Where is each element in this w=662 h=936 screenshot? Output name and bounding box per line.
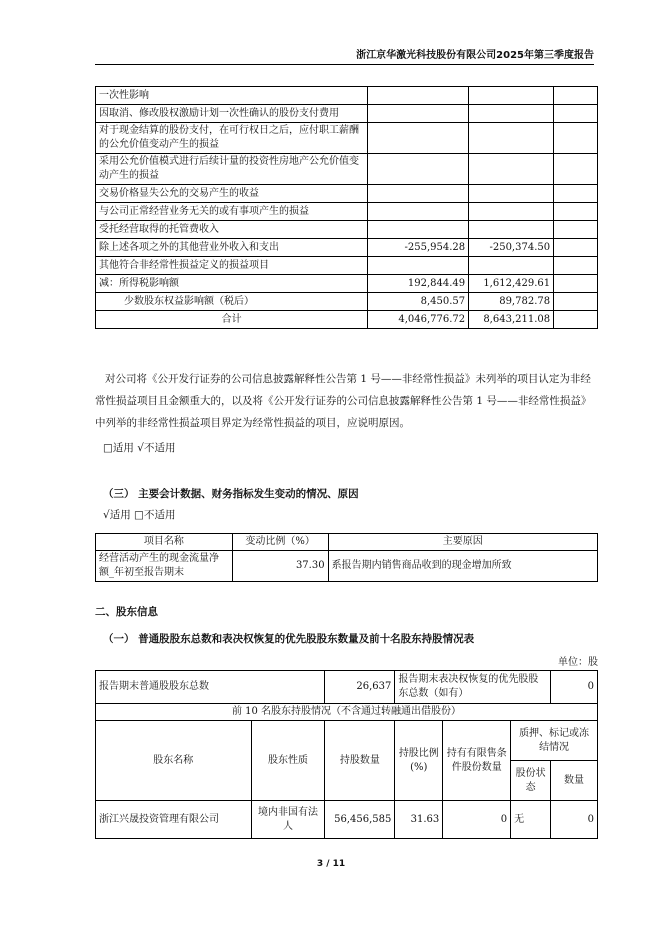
current-period-cell (368, 257, 469, 275)
current-period-cell (368, 221, 469, 239)
current-period-cell: 4,046,776.72 (368, 311, 469, 329)
nonrecurring-row (96, 123, 598, 154)
applicability-options-1: □适用 √不适用 (103, 442, 176, 454)
col-header-status: 股份状态 (511, 761, 551, 801)
ytd-cell (469, 203, 554, 221)
note-cell (554, 123, 598, 154)
nonrecurring-row (96, 275, 598, 293)
item-cell: 减：所得税影响额 (96, 275, 368, 293)
section-title-shareholder-table: （一） 普通股股东总数和表决权恢复的优先股股东数量及前十名股东持股情况表 (103, 633, 475, 645)
current-period-cell (368, 203, 469, 221)
changes-table (95, 533, 598, 582)
holder-nature: 境内非国有法人 (251, 801, 325, 839)
item-cell: 因取消、修改股权激励计划一次性确认的股份支付费用 (96, 105, 368, 123)
nonrecurring-row (96, 257, 598, 275)
note-cell (554, 311, 598, 329)
ytd-cell (469, 87, 554, 105)
ytd-cell (469, 185, 554, 203)
note-cell (554, 257, 598, 275)
header-cell: 变动比例（%） (232, 534, 328, 551)
note-cell (554, 105, 598, 123)
item-cell: 少数股东权益影响额（税后） (96, 293, 368, 311)
item-cell: 与公司正常经营业务无关的或有事项产生的损益 (96, 203, 368, 221)
col-header-pledge: 质押、标记或冻结情况 (511, 721, 598, 761)
note-cell (554, 293, 598, 311)
current-period-cell: -255,954.28 (368, 239, 469, 257)
pref-holders-value: 0 (551, 671, 598, 704)
top10-title: 前 10 名股东持股情况（不含通过转融通出借股份） (96, 704, 598, 721)
nonrecurring-row (96, 87, 598, 105)
holder-pct: 31.63 (395, 801, 443, 839)
col-header-pct: 持股比例(%) (395, 721, 443, 801)
explanation-paragraph: 对公司将《公开发行证券的公司信息披露解释性公告第 1 号——非经常性损益》未列举的项目认定为非经常性损益项目且金额重大的，以及将《公开发行证券的公司信息披露解释性公告第 1 号——非经常性损益》中列举的非经常性损益项目界定为经常性损益的项目，应说明原因。 (95, 373, 592, 429)
ytd-cell (469, 105, 554, 123)
nonrecurring-table (95, 86, 598, 329)
col-header-restricted: 持有有限售条件股份数量 (443, 721, 511, 801)
col-header-name: 股东名称 (96, 721, 252, 801)
item-cell: 合计 (96, 311, 368, 329)
unit-label: 单位：股 (558, 657, 598, 668)
current-period-cell: 192,844.49 (368, 275, 469, 293)
nonrecurring-row (96, 311, 598, 329)
item-cell: 其他符合非经常性损益定义的损益项目 (96, 257, 368, 275)
applicability-options-2: √适用 □不适用 (103, 509, 176, 521)
current-period-cell (368, 185, 469, 203)
ytd-cell: 8,643,211.08 (469, 311, 554, 329)
header-cell: 项目名称 (96, 534, 233, 551)
nonrecurring-row (96, 185, 598, 203)
ytd-cell: 1,612,429.61 (469, 275, 554, 293)
page-number: 3 / 11 (316, 859, 346, 869)
item-cell: 采用公允价值模式进行后续计量的投资性房地产公允价值变动产生的损益 (96, 154, 368, 185)
note-cell (554, 87, 598, 105)
note-cell (554, 185, 598, 203)
current-period-cell: 8,450.57 (368, 293, 469, 311)
current-period-cell (368, 105, 469, 123)
current-period-cell (368, 123, 469, 154)
nonrecurring-row (96, 203, 598, 221)
note-cell (554, 275, 598, 293)
nonrecurring-row (96, 239, 598, 257)
note-cell (554, 239, 598, 257)
shareholders-table (95, 670, 598, 839)
ytd-cell (469, 154, 554, 185)
page-header: 浙江京华激光科技股份有限公司2025年第三季度报告 (95, 46, 594, 65)
section-title-shareholders: 二、股东信息 (95, 606, 158, 618)
section-title-changes: （三） 主要会计数据、财务指标发生变动的情况、原因 (103, 488, 359, 500)
nonrecurring-row (96, 221, 598, 239)
total-holders-value: 26,637 (325, 671, 395, 704)
item-cell: 对于现金结算的股份支付，在可行权日之后，应付职工薪酬的公允价值变动产生的损益 (96, 123, 368, 154)
total-holders-label: 报告期末普通股股东总数 (96, 671, 325, 704)
item-cell: 一次性影响 (96, 87, 368, 105)
ratio-cell: 37.30 (232, 551, 328, 582)
item-cell: 受托经营取得的托管费收入 (96, 221, 368, 239)
col-header-count: 数量 (551, 761, 598, 801)
item-cell: 交易价格显失公允的交易产生的收益 (96, 185, 368, 203)
holder-name: 浙江兴晟投资管理有限公司 (96, 801, 252, 839)
header-cell: 主要原因 (328, 534, 597, 551)
nonrecurring-row (96, 105, 598, 123)
item-name-cell: 经营活动产生的现金流量净额_年初至报告期末 (96, 551, 233, 582)
pref-holders-label: 报告期末表决权恢复的优先股股东总数（如有） (395, 671, 551, 704)
ytd-cell: 89,782.78 (469, 293, 554, 311)
col-header-nature: 股东性质 (251, 721, 325, 801)
holder-restricted: 0 (443, 801, 511, 839)
current-period-cell (368, 87, 469, 105)
col-header-qty: 持股数量 (325, 721, 395, 801)
ytd-cell: -250,374.50 (469, 239, 554, 257)
ytd-cell (469, 221, 554, 239)
note-cell (554, 203, 598, 221)
holder-status: 无 (511, 801, 551, 839)
item-cell: 除上述各项之外的其他营业外收入和支出 (96, 239, 368, 257)
holder-count: 0 (551, 801, 598, 839)
holder-qty: 56,456,585 (325, 801, 395, 839)
note-cell (554, 221, 598, 239)
ytd-cell (469, 257, 554, 275)
nonrecurring-row (96, 154, 598, 185)
nonrecurring-row (96, 293, 598, 311)
reason-cell: 系报告期内销售商品收到的现金增加所致 (328, 551, 597, 582)
note-cell (554, 154, 598, 185)
ytd-cell (469, 123, 554, 154)
current-period-cell (368, 154, 469, 185)
